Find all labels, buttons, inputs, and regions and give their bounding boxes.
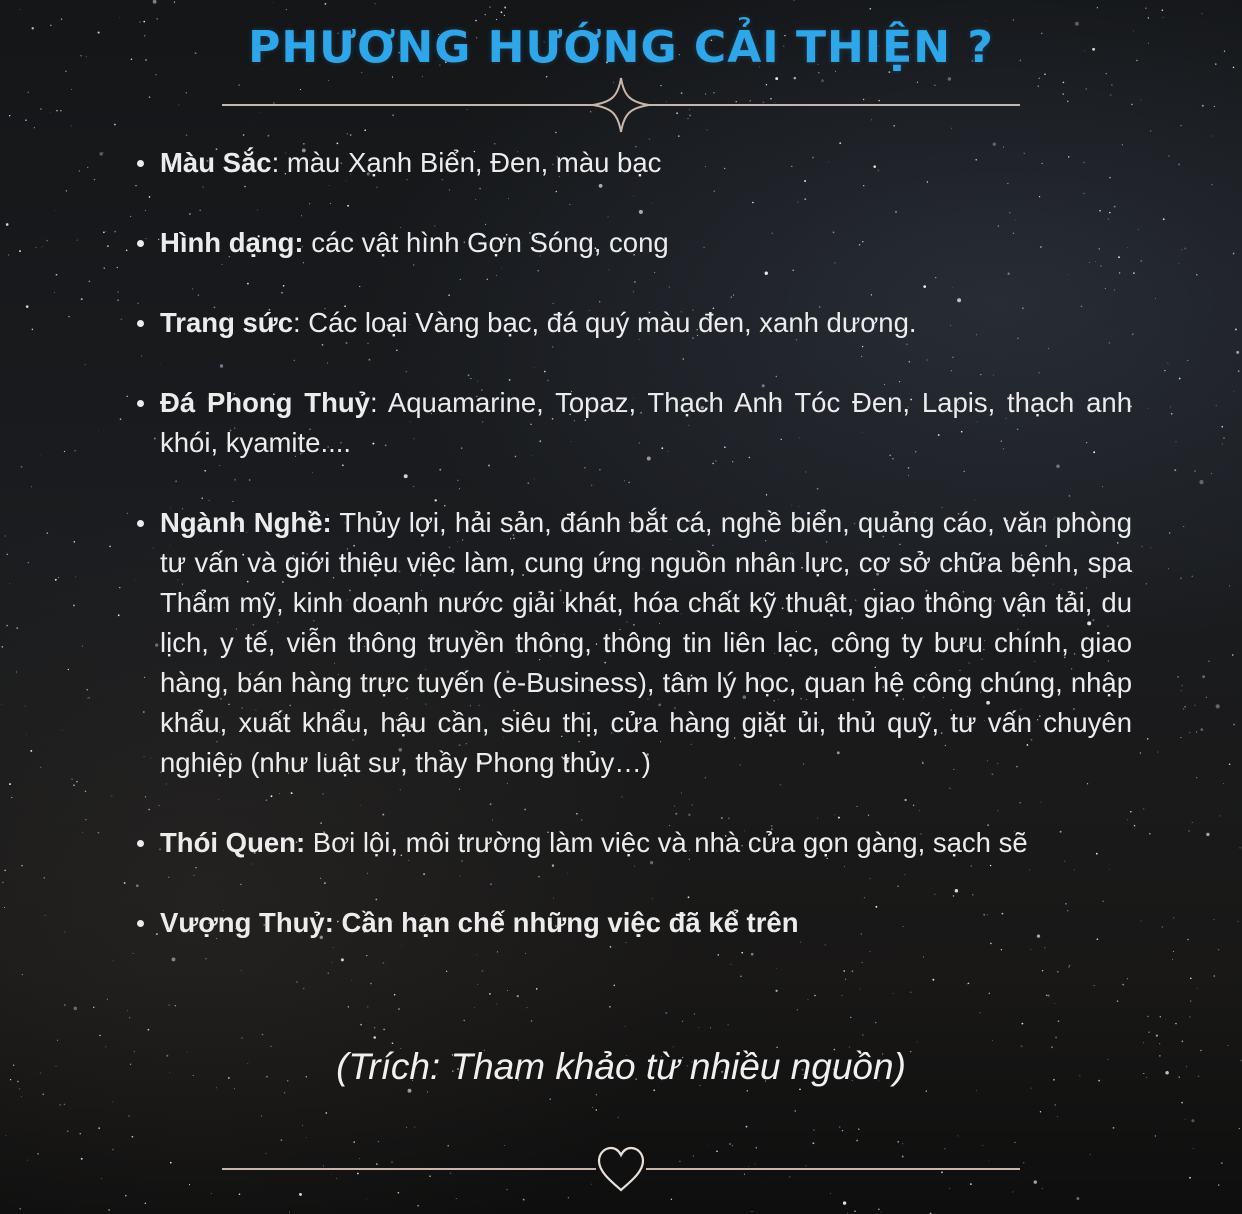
four-point-star-icon [593, 78, 649, 132]
top-divider [222, 72, 1020, 142]
item-label: Ngành Nghề: [160, 507, 332, 538]
item-text: Thủy lợi, hải sản, đánh bắt cá, nghề biển, quảng cáo, văn phòng tư vấn và giới thiệu việc làm, cung ứng nguồn nhân lực, cơ sở chữa bệnh, spa Thẩm mỹ, kinh doanh nước giải khát, hóa chất kỹ thuật, giao thông vận tải, du lịch, y tế, viễn thông truyền thông, thông tin liên lạc, công ty bưu chính, giao hàng, bán hàng trực tuyến (e-Business), tâm lý học, quan hệ công chúng, nhập khẩu, xuất khẩu, hậu cần, siêu thị, cửa hàng giặt ủi, thủ quỹ, tư vấn chuyên nghiệp (như luật sư, thầy Phong thủy…) [160, 507, 1132, 778]
item-label: Đá Phong Thuỷ [160, 387, 370, 418]
item-text: Bơi lội, môi trường làm việc và nhà cửa gọn gàng, sạch sẽ [305, 827, 1028, 858]
list-item-stones: Đá Phong Thuỷ: Aquamarine, Topaz, Thạch Anh Tóc Đen, Lapis, thạch anh khói, kyamite.... [160, 383, 1132, 463]
recommendation-list [160, 143, 1132, 983]
item-label: Vượng Thuỷ: Cần hạn chế những việc đã kể trên [160, 907, 799, 938]
heart-icon [599, 1148, 643, 1190]
bottom-divider [222, 1138, 1020, 1208]
item-label: Trang sức [160, 307, 294, 338]
list-item-colors: Màu Sắc: màu Xạnh Biển, Đen, màu bạc [160, 143, 1132, 183]
item-text: Aquamarine, Topaz, Thạch Anh Tóc Đen, Lapis, thạch anh khói, kyamite.... [160, 387, 1132, 458]
list-item-jewelry: Trang sức: Các loại Vàng bạc, đá quý màu đen, xanh dương. [160, 303, 1132, 343]
item-text: màu Xạnh Biển, Đen, màu bạc [279, 147, 662, 178]
list-item-habits [160, 823, 1132, 863]
list-item-shapes [160, 223, 1132, 263]
item-label: Màu Sắc [160, 147, 272, 178]
item-text: Các loại Vàng bạc, đá quý màu đen, xanh dương. [300, 307, 917, 338]
source-quote: (Trích: Tham khảo từ nhiều nguồn) [336, 1046, 906, 1087]
item-label: Hình dạng: [160, 227, 304, 258]
item-label: Thói Quen: [160, 827, 306, 858]
list-item-note [160, 903, 1132, 943]
list-item-careers [160, 503, 1132, 783]
page-title: PHƯƠNG HƯỚNG CẢI THIỆN ? [248, 22, 994, 73]
item-text: các vật hình Gợn Sóng, cong [303, 227, 669, 258]
